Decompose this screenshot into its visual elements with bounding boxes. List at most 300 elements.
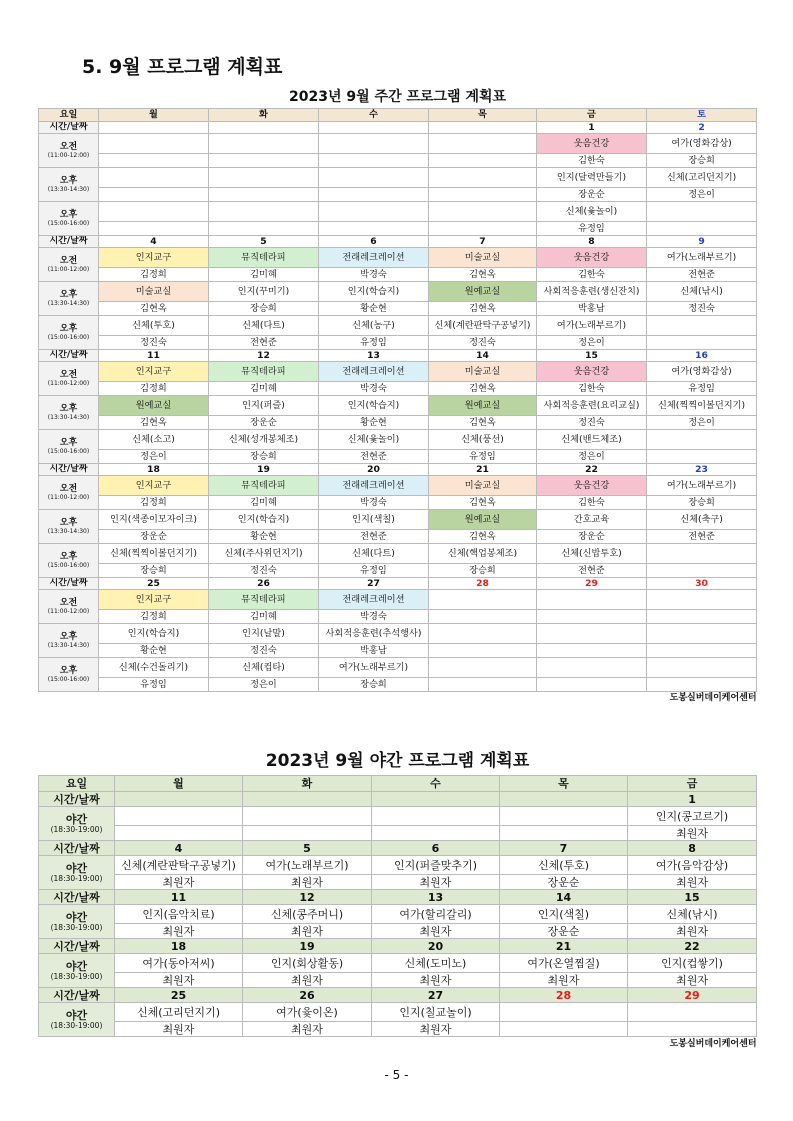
date-cell: 6 (372, 841, 500, 856)
day-header: 목 (429, 109, 537, 122)
program-cell: 신체(축구) (647, 510, 757, 530)
date-cell: 26 (209, 578, 319, 590)
program-cell (243, 807, 372, 826)
staff-cell: 정진숙 (537, 416, 647, 430)
staff-cell (429, 678, 537, 692)
program-cell (500, 1003, 628, 1022)
staff-cell (537, 644, 647, 658)
program-cell (628, 1003, 757, 1022)
staff-cell: 김미혜 (209, 268, 319, 282)
program-cell: 신체(찍찍이볼던지기) (99, 544, 209, 564)
staff-cell: 김현옥 (429, 268, 537, 282)
date-label: 시간/날짜 (39, 792, 115, 807)
date-label: 시간/날짜 (39, 236, 99, 248)
staff-cell: 김현옥 (99, 416, 209, 430)
slot-label: 오후 (59, 665, 78, 676)
slot-time: (15:00-16:00) (47, 675, 90, 683)
staff-cell: 김현옥 (429, 530, 537, 544)
program-cell: 인지(색종이모자이크) (99, 510, 209, 530)
staff-cell: 장운순 (537, 530, 647, 544)
staff-cell: 장운순 (99, 530, 209, 544)
staff-cell: 최원자 (628, 826, 757, 841)
date-cell: 18 (115, 939, 243, 954)
slot-time: (13:30-14:30) (47, 641, 90, 649)
date-cell: 28 (500, 988, 628, 1003)
program-cell: 신체(콩주머니) (243, 905, 372, 924)
program-cell: 뮤직테라피 (209, 476, 319, 496)
slot-label: 오후 (59, 631, 78, 642)
program-cell: 웃음건강 (537, 248, 647, 268)
staff-cell: 정은이 (209, 678, 319, 692)
program-cell: 전래레크레이션 (319, 248, 429, 268)
program-cell: 신체(투호) (99, 316, 209, 336)
staff-cell (647, 222, 757, 236)
program-cell: 신체(수건돌리기) (99, 658, 209, 678)
program-cell: 원예교실 (99, 396, 209, 416)
program-cell: 여가(영화감상) (647, 134, 757, 154)
date-cell (243, 792, 372, 807)
staff-cell (429, 154, 537, 168)
staff-cell: 김정희 (99, 496, 209, 510)
slot-label: 오후 (59, 403, 78, 414)
date-cell: 2 (647, 122, 757, 134)
time-slot-label (39, 476, 99, 510)
date-cell: 25 (115, 988, 243, 1003)
program-cell (319, 134, 429, 154)
staff-cell: 박경숙 (319, 610, 429, 624)
staff-cell: 정진숙 (429, 336, 537, 350)
program-cell (209, 202, 319, 222)
program-cell (429, 134, 537, 154)
time-slot-label (39, 202, 99, 236)
slot-label: 야간 (65, 910, 88, 924)
date-label: 시간/날짜 (39, 841, 115, 856)
slot-label: 오전 (59, 141, 78, 152)
program-cell: 여가(영화감상) (647, 362, 757, 382)
staff-cell: 김현옥 (429, 416, 537, 430)
staff-cell: 김미혜 (209, 610, 319, 624)
staff-cell: 정진숙 (647, 302, 757, 316)
date-cell (429, 122, 537, 134)
staff-cell (115, 826, 243, 841)
program-cell: 뮤직테라피 (209, 362, 319, 382)
slot-time: (18:30-19:00) (50, 1020, 103, 1030)
staff-cell (209, 154, 319, 168)
time-slot-label (39, 248, 99, 282)
program-cell: 인지(학습지) (319, 396, 429, 416)
slot-time: (11:00-12:00) (47, 151, 90, 159)
staff-cell (429, 644, 537, 658)
program-cell (372, 807, 500, 826)
staff-cell: 김한숙 (537, 382, 647, 396)
staff-cell (99, 188, 209, 202)
date-cell: 1 (628, 792, 757, 807)
program-cell: 인지(색칠) (500, 905, 628, 924)
staff-cell: 최원자 (628, 973, 757, 988)
date-cell: 22 (537, 464, 647, 476)
staff-cell: 장운순 (500, 924, 628, 939)
time-slot-label (39, 168, 99, 202)
staff-cell (500, 1022, 628, 1037)
staff-cell: 최원자 (372, 924, 500, 939)
date-cell: 6 (319, 236, 429, 248)
program-cell: 인지(달력만들기) (537, 168, 647, 188)
program-cell: 웃음건강 (537, 476, 647, 496)
night-footer: 도봉실버데이케어센터 (669, 1038, 757, 1049)
staff-cell: 김현옥 (99, 302, 209, 316)
staff-cell: 김현옥 (429, 496, 537, 510)
staff-cell: 최원자 (115, 924, 243, 939)
date-cell (99, 122, 209, 134)
program-cell: 여가(노래부르기) (243, 856, 372, 875)
date-cell: 21 (429, 464, 537, 476)
program-cell: 신체(다트) (209, 316, 319, 336)
date-cell: 28 (429, 578, 537, 590)
date-cell: 9 (647, 236, 757, 248)
program-cell: 뮤직테라피 (209, 590, 319, 610)
date-cell: 23 (647, 464, 757, 476)
staff-cell: 김현옥 (429, 382, 537, 396)
staff-cell: 장승희 (99, 564, 209, 578)
staff-cell: 전현준 (537, 564, 647, 578)
weekly-footer: 도봉실버데이케어센터 (669, 692, 757, 703)
slot-label: 오후 (59, 437, 78, 448)
slot-time: (11:00-12:00) (47, 379, 90, 387)
staff-cell: 유정임 (99, 678, 209, 692)
slot-time: (13:30-14:30) (47, 413, 90, 421)
date-cell: 11 (99, 350, 209, 362)
program-cell: 원예교실 (429, 396, 537, 416)
staff-cell: 김정희 (99, 610, 209, 624)
date-cell: 15 (628, 890, 757, 905)
staff-cell: 정은이 (99, 450, 209, 464)
program-cell (115, 807, 243, 826)
program-cell (99, 168, 209, 188)
program-cell: 신체(성개봉체조) (209, 430, 319, 450)
slot-time: (11:00-12:00) (47, 493, 90, 501)
date-cell: 13 (319, 350, 429, 362)
program-cell: 전래레크레이션 (319, 362, 429, 382)
staff-cell: 최원자 (243, 924, 372, 939)
staff-cell: 전현준 (209, 336, 319, 350)
staff-cell: 김현옥 (429, 302, 537, 316)
date-label: 시간/날짜 (39, 122, 99, 134)
slot-label: 야간 (65, 1008, 88, 1022)
program-cell (429, 658, 537, 678)
date-cell: 5 (209, 236, 319, 248)
program-cell: 인지(학습지) (99, 624, 209, 644)
program-cell: 미술교실 (429, 476, 537, 496)
slot-time: (13:30-14:30) (47, 527, 90, 535)
staff-cell (647, 336, 757, 350)
date-cell: 13 (372, 890, 500, 905)
program-cell: 신체(농구) (319, 316, 429, 336)
date-cell: 8 (628, 841, 757, 856)
slot-label: 야간 (65, 812, 88, 826)
time-slot-label (39, 282, 99, 316)
program-cell: 신체(낚시) (647, 282, 757, 302)
program-cell (500, 807, 628, 826)
page-heading: 5. 9월 프로그램 계획표 (82, 56, 283, 78)
program-cell: 뮤직테라피 (209, 248, 319, 268)
slot-time: (18:30-19:00) (50, 873, 103, 883)
program-cell: 인지(퍼즐) (209, 396, 319, 416)
slot-time: (15:00-16:00) (47, 561, 90, 569)
program-cell (429, 624, 537, 644)
date-cell: 7 (500, 841, 628, 856)
staff-cell (647, 678, 757, 692)
program-cell (647, 316, 757, 336)
program-cell: 여가(노래부르기) (647, 476, 757, 496)
date-label: 시간/날짜 (39, 988, 115, 1003)
time-slot-label (39, 544, 99, 578)
day-header: 금 (537, 109, 647, 122)
program-cell (429, 168, 537, 188)
staff-cell: 유정임 (429, 450, 537, 464)
header-label: 요일 (39, 776, 115, 792)
program-cell (647, 430, 757, 450)
staff-cell (319, 154, 429, 168)
slot-label: 오후 (59, 289, 78, 300)
day-header: 화 (243, 776, 372, 792)
program-cell (319, 202, 429, 222)
slot-label: 오후 (59, 517, 78, 528)
slot-label: 오전 (59, 369, 78, 380)
slot-time: (13:30-14:30) (47, 299, 90, 307)
program-cell: 인지교구 (99, 590, 209, 610)
date-cell (209, 122, 319, 134)
night-slot-label (39, 905, 115, 939)
staff-cell: 최원자 (628, 875, 757, 890)
date-cell: 7 (429, 236, 537, 248)
day-header: 수 (319, 109, 429, 122)
program-cell: 여가(윷이온) (243, 1003, 372, 1022)
slot-time: (11:00-12:00) (47, 607, 90, 615)
time-slot-label (39, 430, 99, 464)
staff-cell (537, 678, 647, 692)
staff-cell: 장승희 (319, 678, 429, 692)
program-cell: 신체(주사위던지기) (209, 544, 319, 564)
program-cell: 인지(날말) (209, 624, 319, 644)
program-cell: 사회적응훈련(추석행사) (319, 624, 429, 644)
day-header: 월 (115, 776, 243, 792)
date-cell: 1 (537, 122, 647, 134)
program-cell (647, 544, 757, 564)
staff-cell: 정진숙 (99, 336, 209, 350)
night-slot-label (39, 954, 115, 988)
staff-cell (99, 222, 209, 236)
staff-cell: 장승희 (209, 302, 319, 316)
staff-cell (628, 1022, 757, 1037)
staff-cell: 황순현 (209, 530, 319, 544)
program-cell: 신체(밴드체조) (537, 430, 647, 450)
program-cell: 신체(도미노) (372, 954, 500, 973)
date-cell: 14 (429, 350, 537, 362)
program-cell: 여가(노래부르기) (319, 658, 429, 678)
staff-cell: 황순현 (319, 416, 429, 430)
staff-cell (647, 450, 757, 464)
staff-cell: 유정임 (319, 564, 429, 578)
program-cell (209, 168, 319, 188)
date-cell: 30 (647, 578, 757, 590)
day-header: 화 (209, 109, 319, 122)
staff-cell: 유정임 (319, 336, 429, 350)
staff-cell: 장승희 (647, 154, 757, 168)
program-cell: 신체(투호) (500, 856, 628, 875)
header-label: 요일 (39, 109, 99, 122)
slot-label: 오전 (59, 597, 78, 608)
staff-cell: 장운순 (500, 875, 628, 890)
program-cell: 인지(퍼즐맞추기) (372, 856, 500, 875)
date-cell: 4 (115, 841, 243, 856)
program-cell: 여가(온열찜질) (500, 954, 628, 973)
program-cell: 인지(회상활동) (243, 954, 372, 973)
staff-cell: 최원자 (243, 875, 372, 890)
program-cell (429, 590, 537, 610)
program-cell: 웃음건강 (537, 362, 647, 382)
time-slot-label (39, 134, 99, 168)
night-program-table (38, 747, 757, 1051)
slot-label: 오전 (59, 483, 78, 494)
staff-cell: 김미혜 (209, 382, 319, 396)
program-cell (537, 624, 647, 644)
program-cell: 신체(윷놀이) (537, 202, 647, 222)
date-cell (500, 792, 628, 807)
staff-cell: 장운순 (209, 416, 319, 430)
date-cell: 5 (243, 841, 372, 856)
staff-cell: 김한숙 (537, 154, 647, 168)
date-label: 시간/날짜 (39, 464, 99, 476)
staff-cell: 전현준 (319, 450, 429, 464)
date-cell: 29 (537, 578, 647, 590)
program-cell: 인지(꾸미기) (209, 282, 319, 302)
time-slot-label (39, 316, 99, 350)
staff-cell: 박홍남 (537, 302, 647, 316)
program-cell: 인지(학습지) (209, 510, 319, 530)
staff-cell: 최원자 (243, 973, 372, 988)
staff-cell (319, 188, 429, 202)
date-cell: 11 (115, 890, 243, 905)
program-cell: 인지(컵쌓기) (628, 954, 757, 973)
program-cell: 신체(소고) (99, 430, 209, 450)
slot-label: 오후 (59, 175, 78, 186)
date-cell: 26 (243, 988, 372, 1003)
date-label: 시간/날짜 (39, 578, 99, 590)
program-cell: 인지(색칠) (319, 510, 429, 530)
time-slot-label (39, 362, 99, 396)
program-cell: 신체(컵타) (209, 658, 319, 678)
staff-cell (209, 222, 319, 236)
slot-label: 야간 (65, 861, 88, 875)
program-cell: 인지교구 (99, 362, 209, 382)
program-cell (647, 202, 757, 222)
staff-cell: 정은이 (647, 416, 757, 430)
program-cell: 여가(동아저씨) (115, 954, 243, 973)
page-number: - 5 - (384, 1068, 409, 1082)
date-cell (319, 122, 429, 134)
date-cell: 27 (372, 988, 500, 1003)
program-cell: 신체(낚시) (628, 905, 757, 924)
time-slot-label (39, 396, 99, 430)
staff-cell: 박경숙 (319, 382, 429, 396)
program-cell (537, 658, 647, 678)
program-cell: 인지교구 (99, 248, 209, 268)
date-label: 시간/날짜 (39, 939, 115, 954)
staff-cell: 전현준 (647, 268, 757, 282)
program-cell: 미술교실 (99, 282, 209, 302)
program-cell: 인지(학습지) (319, 282, 429, 302)
date-cell: 20 (372, 939, 500, 954)
staff-cell: 장승희 (209, 450, 319, 464)
staff-cell (99, 154, 209, 168)
program-cell (209, 134, 319, 154)
staff-cell: 장운순 (537, 188, 647, 202)
day-header: 목 (500, 776, 628, 792)
slot-label: 오후 (59, 209, 78, 220)
date-cell: 29 (628, 988, 757, 1003)
staff-cell: 박경숙 (319, 496, 429, 510)
day-header: 수 (372, 776, 500, 792)
program-cell: 신체(풍선) (429, 430, 537, 450)
slot-label: 오전 (59, 255, 78, 266)
program-cell: 여가(노래부르기) (537, 316, 647, 336)
date-cell (372, 792, 500, 807)
slot-label: 오후 (59, 323, 78, 334)
staff-cell (429, 188, 537, 202)
slot-label: 야간 (65, 959, 88, 973)
program-cell: 전래레크레이션 (319, 590, 429, 610)
date-label: 시간/날짜 (39, 350, 99, 362)
staff-cell: 정진숙 (209, 644, 319, 658)
date-cell: 25 (99, 578, 209, 590)
night-slot-label (39, 856, 115, 890)
date-cell: 19 (209, 464, 319, 476)
night-title: 2023년 9월 야간 프로그램 계획표 (265, 750, 530, 771)
date-cell: 8 (537, 236, 647, 248)
date-cell: 21 (500, 939, 628, 954)
program-cell: 신체(다트) (319, 544, 429, 564)
staff-cell: 최원자 (115, 1022, 243, 1037)
staff-cell: 정은이 (537, 336, 647, 350)
program-cell: 인지(음악치료) (115, 905, 243, 924)
staff-cell: 박홍남 (319, 644, 429, 658)
date-cell: 18 (99, 464, 209, 476)
program-cell: 여가(노래부르기) (647, 248, 757, 268)
slot-label: 오후 (59, 551, 78, 562)
program-cell: 신체(계란판탁구공넣기) (429, 316, 537, 336)
staff-cell: 정은이 (537, 450, 647, 464)
slot-time: (15:00-16:00) (47, 447, 90, 455)
staff-cell (372, 826, 500, 841)
staff-cell (537, 610, 647, 624)
program-cell: 인지교구 (99, 476, 209, 496)
time-slot-label (39, 590, 99, 624)
staff-cell: 전현준 (319, 530, 429, 544)
date-cell: 22 (628, 939, 757, 954)
date-cell: 12 (243, 890, 372, 905)
program-cell (647, 590, 757, 610)
program-cell (429, 202, 537, 222)
staff-cell: 장승희 (647, 496, 757, 510)
program-cell: 미술교실 (429, 248, 537, 268)
staff-cell: 정진숙 (209, 564, 319, 578)
date-cell: 15 (537, 350, 647, 362)
staff-cell: 김미혜 (209, 496, 319, 510)
program-cell: 신체(고리던지기) (647, 168, 757, 188)
weekly-title: 2023년 9월 주간 프로그램 계획표 (289, 89, 507, 105)
staff-cell: 최원자 (115, 875, 243, 890)
program-cell (99, 202, 209, 222)
